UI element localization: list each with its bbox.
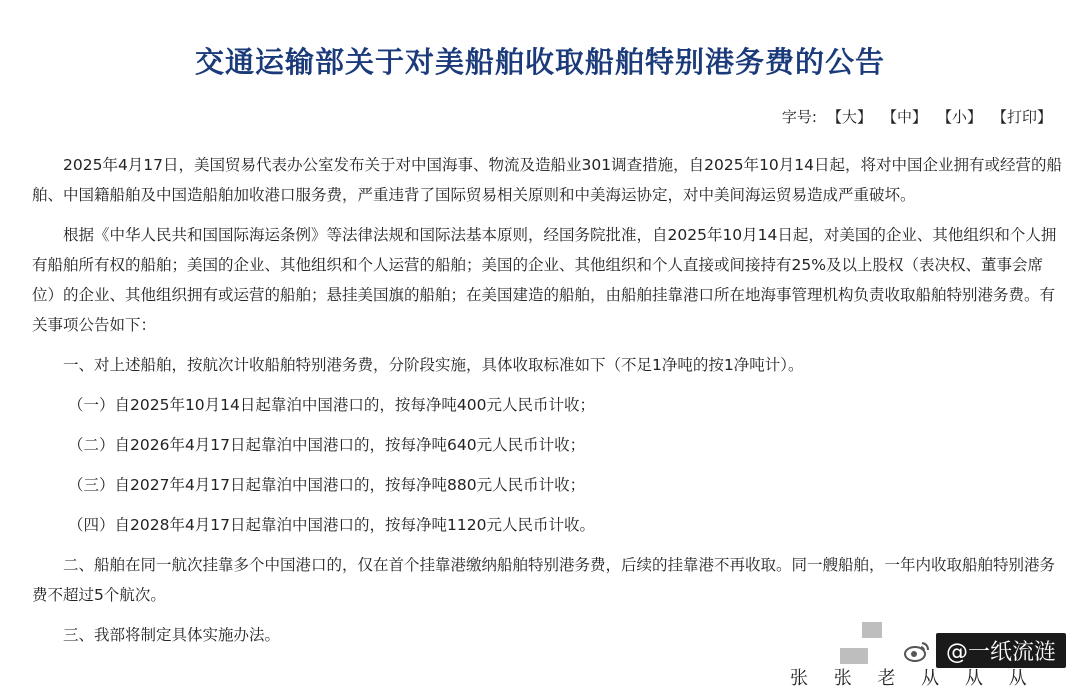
watermark-text: @一纸流涟	[936, 633, 1066, 668]
paragraph-intro: 2025年4月17日，美国贸易代表办公室发布关于对中国海事、物流及造船业301调查措施，自2025年10月14日起，将对中国企业拥有或经营的船舶、中国籍船舶及中国造船舶加收港口服务费，严重违背了国际贸易相关原则和中美海运协定，对中美间海运贸易造成严重破坏。	[32, 156, 1063, 204]
print-link[interactable]: 【打印】	[991, 108, 1052, 126]
blur-artifact	[840, 648, 868, 664]
paragraph-basis: 根据《中华人民共和国国际海运条例》等法律法规和国际法基本原则，经国务院批准，自2025年10月14日起，对美国的企业、其他组织和个人拥有船舶所有权的船舶；美国的企业、其他组织和个人运营的船舶；美国的企业、其他组织和个人直接或间接持有25%及以上股权（表决权、董事会席位）的企业、其他组织拥有或运营的船舶；悬挂美国旗的船舶；在美国建造的船舶，由船舶挂靠港口所在地海事管理机构负责收取船舶特别港务费。有关事项公告如下：	[32, 226, 1057, 334]
font-size-label: 字号:	[781, 108, 817, 126]
sub-item-four: （四）自2028年4月17日起靠泊中国港口的，按每净吨1120元人民币计收。	[68, 516, 595, 534]
font-large-link[interactable]: 【大】	[826, 108, 872, 126]
sub-item-one: （一）自2025年10月14日起靠泊中国港口的，按每净吨400元人民币计收；	[68, 396, 595, 414]
page-title: 交通运输部关于对美船舶收取船舶特别港务费的公告	[194, 45, 885, 79]
article-body	[32, 150, 1062, 660]
item-three: 三、我部将制定具体实施办法。	[63, 626, 281, 644]
watermark	[904, 633, 1066, 668]
font-medium-link[interactable]: 【中】	[881, 108, 927, 126]
item-one: 一、对上述船舶，按航次计收船舶特别港务费，分阶段实施，具体收取标准如下（不足1净吨的按1净吨计）。	[63, 356, 804, 374]
sub-item-three: （三）自2027年4月17日起靠泊中国港口的，按每净吨880元人民币计收；	[68, 476, 586, 494]
font-small-link[interactable]: 【小】	[936, 108, 982, 126]
weibo-logo-icon	[904, 640, 930, 662]
blur-artifact	[862, 622, 882, 638]
item-two: 二、船舶在同一航次挂靠多个中国港口的，仅在首个挂靠港缴纳船舶特别港务费，后续的挂靠港不再收取。同一艘船舶，一年内收取船舶特别港务费不超过5个航次。	[32, 556, 1056, 604]
font-size-bar	[782, 106, 1052, 127]
sub-item-two: （二）自2026年4月17日起靠泊中国港口的，按每净吨640元人民币计收；	[68, 436, 586, 454]
cropped-signature-text: 张 张 老 从 从 从	[790, 668, 1037, 689]
